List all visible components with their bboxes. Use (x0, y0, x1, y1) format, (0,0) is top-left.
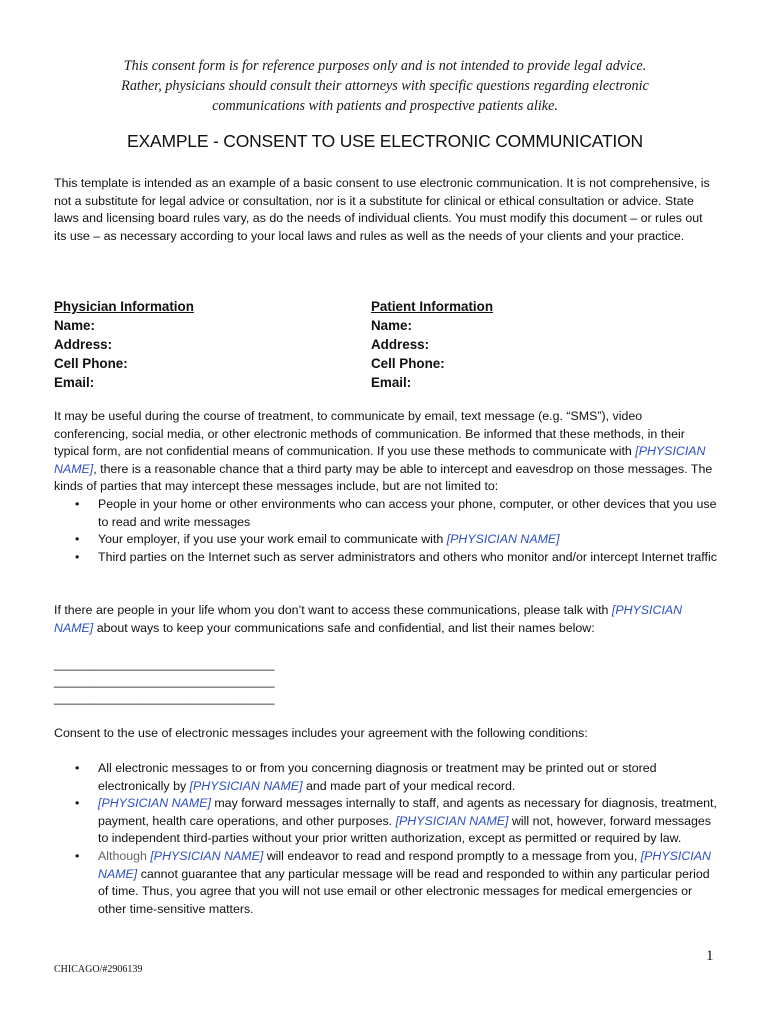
physician-email-field: Email: (54, 375, 95, 390)
disclaimer-line: Rather, physicians should consult their attorneys with specific questions regarding electronic (121, 78, 649, 94)
page-number: 1 (706, 948, 714, 964)
list-item: • All electronic messages to or from you concerning diagnosis or treatment may be printed out or stored electronically by [PHYSICIAN NAME] and made part of your medical record. (54, 760, 718, 795)
physician-address-field: Address: (54, 337, 113, 352)
patient-email-field: Email: (371, 375, 412, 390)
physician-name-placeholder: [PHYSICIAN NAME] (98, 796, 211, 811)
risks-paragraph: It may be useful during the course of treatment, to communicate by email, text message (e.g. “SMS”), video conferencing, social media, or other electronic methods of communication. Be informed that these methods, in their typical form, are not confidential means of communication. If you use these methods to communicate with [PHYSICIAN NAME], there is a reasonable chance that a third party may be able to intercept and eavesdrop on those messages. The kinds of parties that may intercept these messages include, but are not limited to: (54, 409, 713, 494)
physician-name-placeholder: [PHYSICIAN NAME] (98, 848, 711, 881)
interceptor-list (54, 496, 718, 566)
patient-cell-field: Cell Phone: (371, 356, 445, 371)
physician-name-field: Name: (54, 318, 95, 333)
names-blank-lines (54, 656, 718, 707)
document-footer-id: CHICAGO/#2906139 (54, 964, 143, 975)
list-item: • Your employer, if you use your work email to communicate with [PHYSICIAN NAME] (54, 531, 718, 549)
patient-info-heading: Patient Information (371, 299, 494, 314)
patient-information (371, 297, 493, 392)
physician-name-placeholder: [PHYSICIAN NAME] (150, 848, 264, 863)
list-item: • [PHYSICIAN NAME] may forward messages internally to staff, and agents as necessary for diagnosis, treatment, payment, health care operations, and other purposes. [PHYSICIAN NAME] will not, however, forward messages to independent third-parties without your prior written authorization, except as permitted or required by law. (54, 795, 718, 848)
patient-name-field: Name: (371, 318, 412, 333)
physician-name-placeholder: [PHYSICIAN NAME] (54, 444, 706, 476)
patient-address-field: Address: (371, 337, 430, 352)
physician-name-placeholder: [PHYSICIAN NAME] (54, 603, 683, 635)
conditions-list (54, 760, 718, 918)
disclaimer-line: This consent form is for reference purposes only and is not intended to provide legal advice. (123, 58, 647, 74)
privacy-paragraph: If there are people in your life whom you don’t want to access these communications, please talk with [PHYSICIAN NAME] about ways to keep your communications safe and confidential, and list their names below: (54, 603, 683, 635)
blank-line: ________________________________ (54, 657, 275, 671)
physician-cell-field: Cell Phone: (54, 356, 128, 371)
disclaimer-line: communications with patients and prospective patients alike. (212, 98, 558, 114)
consent-conditions-intro: Consent to the use of electronic messages includes your agreement with the following conditions: (54, 726, 588, 740)
list-item: • People in your home or other environments who can access your phone, computer, or other devices that you use to read and write messages (54, 496, 718, 531)
physician-name-placeholder: [PHYSICIAN NAME] (189, 778, 303, 793)
blank-line: ________________________________ (54, 674, 275, 688)
document-title: EXAMPLE - CONSENT TO USE ELECTRONIC COMMUNICATION (127, 131, 643, 151)
physician-name-placeholder: [PHYSICIAN NAME] (446, 532, 560, 547)
physician-name-placeholder: [PHYSICIAN NAME] (395, 813, 509, 828)
disclaimer (60, 56, 710, 116)
physician-info-heading: Physician Information (54, 299, 194, 314)
list-item: • Third parties on the Internet such as server administrators and others who monitor and/or intercept Internet traffic (54, 549, 718, 567)
intro-paragraph: This template is intended as an example of a basic consent to use electronic communication. It is not comprehensive, is not a substitute for legal advice or consultation, nor is it a substitute for clinical or ethical consultation or advice. State laws and licensing board rules vary, as do the needs of individual clients. You must modify this document – or rules out its use – as necessary according to your local laws and rules as well as the needs of your clients and your practice. (54, 176, 710, 243)
communication-risks-section (54, 408, 718, 566)
blank-line: ________________________________ (54, 691, 275, 705)
list-item: • Although [PHYSICIAN NAME] will endeavor to read and respond promptly to a message from you, [PHYSICIAN NAME] cannot guarantee that any particular message will be read and responded to within any particular period of time. Thus, you agree that you will not use email or other electronic messages for medical emergencies or other time-sensitive matters. (54, 848, 718, 918)
consent-conditions-section (54, 760, 718, 918)
physician-information (54, 297, 194, 392)
